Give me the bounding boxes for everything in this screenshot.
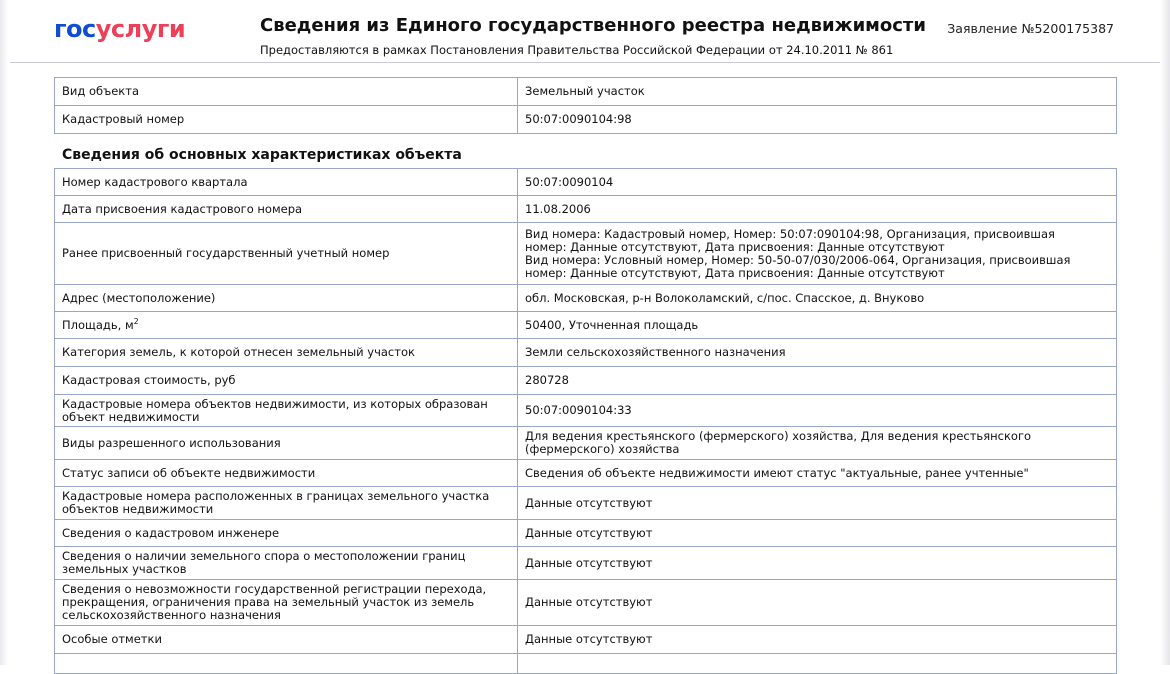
row-label: Дата присвоения кадастрового номера: [55, 196, 518, 223]
value-line: (фермерского) хозяйства: [525, 442, 680, 456]
row-label: Сведения о кадастровом инженере: [55, 520, 518, 547]
table-row: [55, 427, 1117, 460]
characteristics-table: [54, 168, 1117, 674]
row-value: [518, 427, 1117, 460]
row-value: Данные отсутствуют: [518, 547, 1117, 580]
document-title: Сведения из Единого государственного реестра недвижимости: [260, 15, 926, 36]
row-value: Земли сельскохозяйственного назначения: [518, 339, 1117, 367]
table-row: [55, 547, 1117, 580]
table-row: [55, 169, 1117, 196]
table-row: [55, 285, 1117, 312]
value-line: номер: Данные отсутствуют, Дата присвоения: Данные отсутствуют: [525, 239, 945, 254]
row-label: Статус записи об объекте недвижимости: [55, 460, 518, 487]
value-line: Вид номера: Кадастровый номер, Номер: 50:07:090104:98, Организация, присвоившая: [525, 226, 1055, 241]
row-value: [518, 654, 1117, 674]
table-row: [55, 367, 1117, 395]
application-number: Заявление №5200175387: [947, 21, 1114, 36]
label-line: объектов недвижимости: [62, 502, 214, 516]
row-value: 50:07:0090104: [518, 169, 1117, 196]
label-line: Сведения о невозможности государственной регистрации перехода,: [62, 582, 487, 596]
header-divider: [10, 62, 1160, 63]
gosuslugi-logo: [54, 15, 185, 43]
label-line: Кадастровые номера объектов недвижимости, из которых образован: [62, 396, 488, 411]
row-label: [55, 580, 518, 626]
row-label: [55, 487, 518, 520]
row-value: 50:07:0090104:33: [518, 395, 1117, 427]
object-identification-table: [54, 77, 1117, 134]
table-row-partial: [55, 654, 1117, 674]
value-line: Для ведения крестьянского (фермерского) хозяйства, Для ведения крестьянского: [525, 429, 1032, 443]
row-value: 50400, Уточненная площадь: [518, 312, 1117, 339]
table-row: [55, 487, 1117, 520]
table-row: [55, 520, 1117, 547]
area-label-superscript: 2: [133, 316, 139, 326]
table-row: [55, 106, 1117, 134]
value-line: номер: Данные отсутствуют, Дата присвоения: Данные отсутствуют: [525, 265, 945, 280]
row-label: Виды разрешенного использования: [55, 427, 518, 460]
table-row: [55, 196, 1117, 223]
row-label: [55, 547, 518, 580]
table-row: [55, 78, 1117, 106]
row-value: 50:07:0090104:98: [518, 106, 1117, 134]
label-line: Сведения о наличии земельного спора о местоположении границ: [62, 549, 466, 563]
row-label: [55, 312, 518, 339]
row-value: Данные отсутствуют: [518, 487, 1117, 520]
table-row: [55, 626, 1117, 654]
logo-part-uslugi: услуги: [95, 15, 186, 43]
label-line: Кадастровые номера расположенных в границах земельного участка: [62, 489, 490, 503]
label-line: сельскохозяйственного назначения: [62, 608, 281, 622]
row-value: Данные отсутствуют: [518, 580, 1117, 626]
row-label: [55, 395, 518, 427]
table-row: [55, 312, 1117, 339]
row-value: Сведения об объекте недвижимости имеют статус "актуальные, ранее учтенныe": [518, 460, 1117, 487]
label-line: прекращения, ограничения права на земельный участок из земель: [62, 595, 475, 609]
row-value: Данные отсутствуют: [518, 626, 1117, 654]
row-value: 11.08.2006: [518, 196, 1117, 223]
row-label: Особые отметки: [55, 626, 518, 654]
document-subtitle: Предоставляются в рамках Постановления Правительства Российской Федерации от 24.10.2011 № 861: [260, 43, 894, 57]
label-line: объект недвижимости: [62, 409, 200, 424]
row-label: Номер кадастрового квартала: [55, 169, 518, 196]
table-row: [55, 339, 1117, 367]
label-line: земельных участков: [62, 562, 187, 576]
row-value: [518, 223, 1117, 285]
row-value: Земельный участок: [518, 78, 1117, 106]
row-label: Кадастровый номер: [55, 106, 518, 134]
table-row: [55, 223, 1117, 285]
table-row: [55, 580, 1117, 626]
row-label: [55, 654, 518, 674]
page-shadow-left: [0, 0, 8, 665]
table-row: [55, 395, 1117, 427]
row-value: обл. Московская, р-н Волоколамский, с/пос. Спасское, д. Внуково: [518, 285, 1117, 312]
row-label: Вид объекта: [55, 78, 518, 106]
row-value: Данные отсутствуют: [518, 520, 1117, 547]
logo-part-gos: гос: [54, 15, 96, 43]
row-label: Категория земель, к которой отнесен земельный участок: [55, 339, 518, 367]
row-label: Ранее присвоенный государственный учетный номер: [55, 223, 518, 285]
row-label: Адрес (местоположение): [55, 285, 518, 312]
table-row: [55, 460, 1117, 487]
value-line: Вид номера: Условный номер, Номер: 50-50-07/030/2006-064, Организация, присвоившая: [525, 252, 1071, 267]
row-value: 280728: [518, 367, 1117, 395]
document-header: [0, 0, 1170, 62]
row-label: Кадастровая стоимость, руб: [55, 367, 518, 395]
page-shadow-right: [1160, 0, 1170, 665]
section-title: Сведения об основных характеристиках объекта: [62, 147, 462, 163]
area-label: Площадь, м: [62, 317, 134, 332]
